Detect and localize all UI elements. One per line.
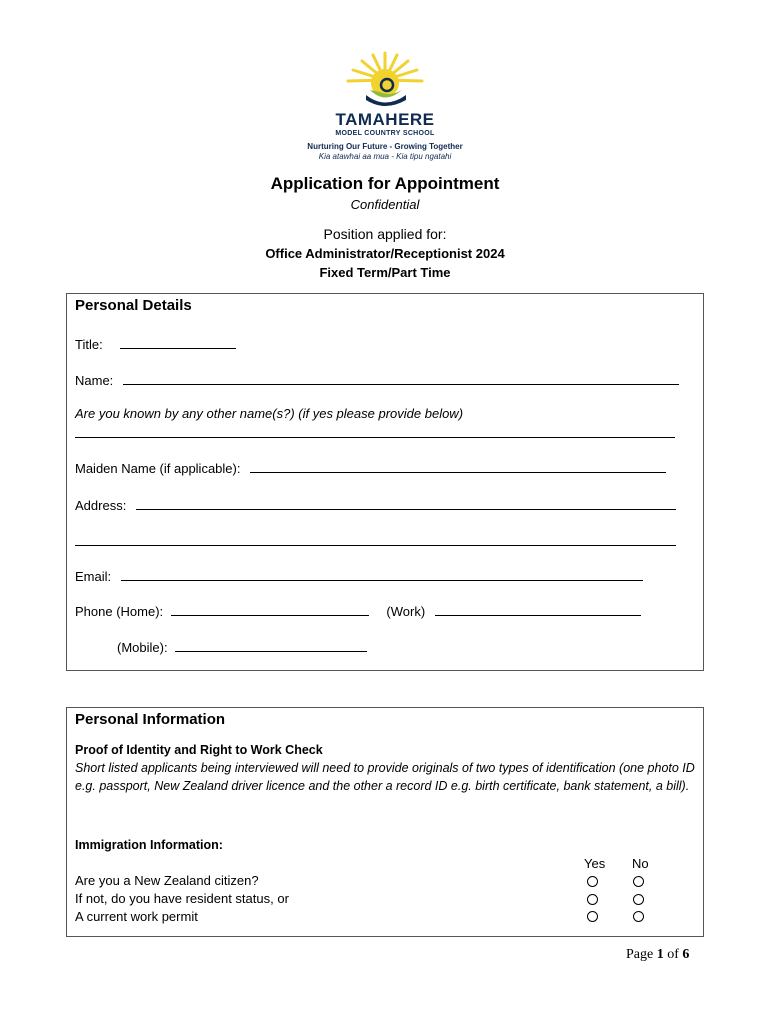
personal-information-section bbox=[66, 707, 704, 937]
title-row bbox=[75, 335, 236, 352]
maiden-name-row bbox=[75, 459, 666, 476]
email-label: Email: bbox=[75, 569, 112, 584]
maiden-name-label: Maiden Name (if applicable): bbox=[75, 461, 241, 476]
phone-mobile-label: (Mobile): bbox=[117, 640, 168, 655]
school-maori-tagline: Kia atawhai aa mua - Kia tipu ngatahi bbox=[318, 152, 452, 161]
other-names-label: Are you known by any other name(s?) (if yes please provide below) bbox=[75, 406, 464, 421]
phone-mobile-field[interactable] bbox=[175, 638, 367, 652]
title-field[interactable] bbox=[120, 335, 236, 349]
sun-koru-icon bbox=[340, 50, 430, 110]
phone-home-label: Phone (Home): bbox=[75, 604, 164, 619]
citizen-yes-radio[interactable] bbox=[587, 876, 598, 887]
school-tagline: Nurturing Our Future - Growing Together bbox=[307, 142, 463, 151]
question-work-permit: A current work permit bbox=[75, 909, 198, 924]
name-row bbox=[75, 371, 679, 388]
no-column-label: No bbox=[632, 856, 649, 871]
personal-info-heading: Personal Information bbox=[75, 711, 226, 728]
position-term: Fixed Term/Part Time bbox=[319, 265, 451, 280]
maiden-name-field[interactable] bbox=[250, 459, 666, 473]
email-field[interactable] bbox=[121, 567, 643, 581]
phone-home-field[interactable] bbox=[171, 602, 369, 616]
work-permit-yes-radio[interactable] bbox=[587, 911, 598, 922]
page-prefix: Page bbox=[626, 947, 654, 962]
other-names-field[interactable] bbox=[75, 437, 675, 438]
yes-column-label: Yes bbox=[584, 856, 606, 871]
proof-heading: Proof of Identity and Right to Work Check bbox=[75, 743, 323, 757]
name-label: Name: bbox=[75, 373, 114, 388]
address-field-2[interactable] bbox=[75, 545, 676, 546]
address-field-1[interactable] bbox=[136, 496, 676, 510]
school-logo bbox=[300, 50, 470, 165]
immigration-heading: Immigration Information: bbox=[75, 838, 223, 852]
document-title: Application for Appointment bbox=[270, 174, 500, 193]
title-label: Title: bbox=[75, 337, 103, 352]
personal-details-heading: Personal Details bbox=[75, 297, 192, 314]
personal-details-section bbox=[66, 293, 704, 671]
mobile-row bbox=[117, 638, 367, 655]
page-number bbox=[626, 947, 689, 963]
position-label: Position applied for: bbox=[323, 226, 447, 242]
citizen-no-radio[interactable] bbox=[633, 876, 644, 887]
page-current: 1 bbox=[656, 947, 664, 962]
resident-yes-radio[interactable] bbox=[587, 894, 598, 905]
phone-work-label: (Work) bbox=[386, 604, 426, 619]
phone-row bbox=[75, 602, 641, 619]
document-subtitle: Confidential bbox=[350, 197, 420, 212]
work-permit-no-radio[interactable] bbox=[633, 911, 644, 922]
email-row bbox=[75, 567, 643, 584]
proof-text: Short listed applicants being interviewed will need to provide originals of two types of identification (one photo ID e.g. passport, New Zealand driver licence and the other a record ID e.g. birth certificate, bank statement, a bill). bbox=[75, 761, 695, 793]
address-label: Address: bbox=[75, 498, 127, 513]
question-resident: If not, do you have resident status, or bbox=[75, 891, 289, 906]
school-subtitle: MODEL COUNTRY SCHOOL bbox=[335, 130, 435, 137]
page-total: 6 bbox=[682, 947, 690, 962]
address-row bbox=[75, 496, 676, 513]
page-of: of bbox=[667, 947, 679, 962]
position-name: Office Administrator/Receptionist 2024 bbox=[265, 246, 505, 261]
school-name: TAMAHERE bbox=[335, 110, 435, 129]
resident-no-radio[interactable] bbox=[633, 894, 644, 905]
name-field[interactable] bbox=[123, 371, 679, 385]
question-citizen: Are you a New Zealand citizen? bbox=[75, 873, 259, 888]
phone-work-field[interactable] bbox=[435, 602, 641, 616]
